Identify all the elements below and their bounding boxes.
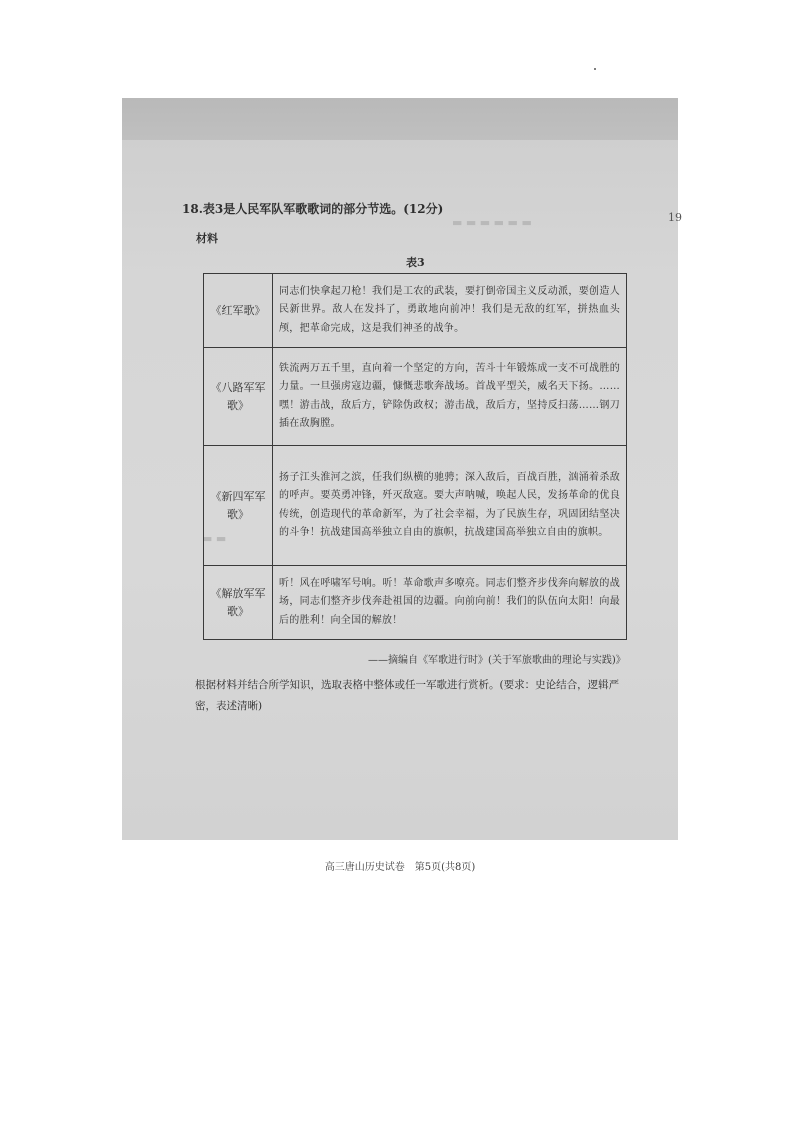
song-name: 《八路军军歌》 (204, 348, 273, 446)
song-name: 《新四军军歌》 (204, 446, 273, 566)
question-prompt: 根据材料并结合所学知识，选取表格中整体或任一军歌进行赏析。(要求：史论结合，逻辑严密，表述清晰) (195, 679, 620, 712)
song-name: 《红军歌》 (204, 274, 273, 348)
document-photo (122, 98, 682, 873)
song-lyrics: 同志们快拿起刀枪！我们是工农的武装，要打倒帝国主义反动派，要创造人民新世界。敌人在发抖了，勇敢地向前冲！我们是无敌的红军，拼热血头颅，把革命完成，这是我们神圣的战争。 (273, 274, 627, 348)
page-footer: 高三唐山历史试卷 第5页(共8页) (324, 862, 476, 873)
song-lyrics: 铁流两万五千里，直向着一个坚定的方向，苦斗十年锻炼成一支不可战胜的力量。一旦强虏寇边疆，慷慨悲歌奔战场。首战平型关，威名天下扬。……嘿！游击战，敌后方，铲除伪政权；游击战，敌后方，坚持反扫荡……钢刀插在敌胸膛。 (273, 348, 627, 446)
song-lyrics: 听！风在呼啸军号响。听！革命歌声多嘹亮。同志们整齐步伐奔向解放的战场，同志们整齐步伐奔赴祖国的边疆。向前向前！我们的队伍向太阳！向最后的胜利！向全国的解放！ (273, 566, 627, 640)
stray-dot (594, 68, 596, 70)
side-question-number: 19 (668, 211, 682, 224)
source-citation: ——摘编自《军歌进行时》(关于军旅歌曲的理论与实践)》 (368, 655, 626, 666)
table-row (204, 348, 627, 446)
song-lyrics: 扬子江头淮河之滨，任我们纵横的驰骋；深入敌后，百战百胜，汹涌着杀敌的呼声。要英勇冲锋，歼灭敌寇。要大声呐喊，唤起人民，发扬革命的优良传统，创造现代的革命新军，为了社会幸福，为了民族生存，巩固团结坚决的斗争！抗战建国高举独立自由的旗帜，抗战建国高举独立自由的旗帜。 (273, 446, 627, 566)
song-name: 《解放军军歌》 (204, 566, 273, 640)
exam-paper (122, 140, 682, 873)
table-row (204, 274, 627, 348)
material-label: 材料 (196, 232, 218, 245)
table-row (204, 446, 627, 566)
bleed-through-text: ▬ ▬ (202, 532, 227, 545)
table-row (204, 566, 627, 640)
table-caption: 表3 (406, 256, 425, 269)
songs-table (203, 273, 627, 640)
bleed-through-text: ▬ ▬ ▬ ▬ ▬ ▬ (452, 216, 532, 229)
question-title: 18.表3是人民军队军歌歌词的部分节选。(12分) (182, 202, 444, 216)
